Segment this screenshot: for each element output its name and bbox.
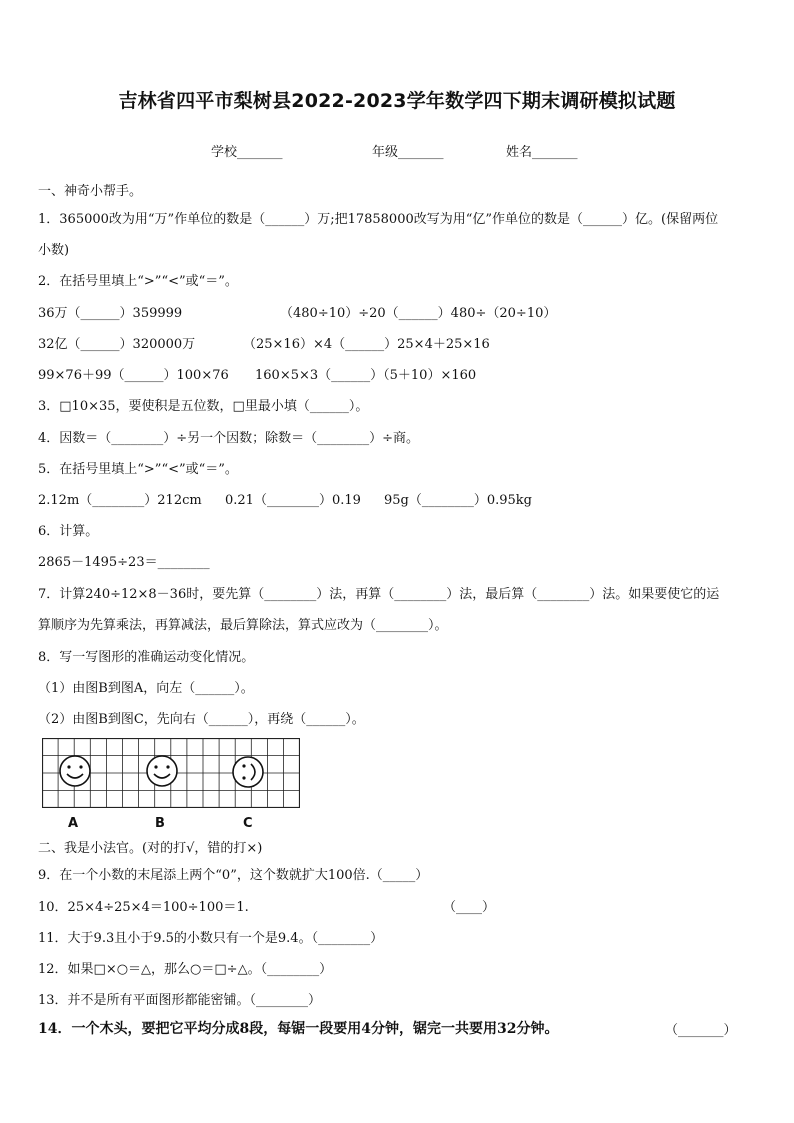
school-field: 学校_______ [211,145,283,160]
question-2-row-1-right: （480÷10）÷20（______）480÷（20÷10） [280,306,557,321]
question-5: 5．在括号里填上“>”“<”或“＝”。 [38,462,238,477]
smiley-face-b-icon [147,756,177,786]
question-2-row-2-left: 32亿（______）320000万 [38,337,196,352]
question-13: 13．并不是所有平面图形都能密铺。（________） [38,993,322,1008]
question-2-row-3-right: 160×5×3（______）（5＋10）×160 [255,368,477,383]
question-6: 6．计算。 [38,524,99,539]
page-title: 吉林省四平市梨树县2022-2023学年数学四下期末调研模拟试题 [118,90,676,112]
figure-label-c: C [243,816,253,831]
grid-figure [42,738,300,808]
question-5-item-c: 95g（________）0.95kg [384,493,533,508]
smiley-face-c-rotated-icon [233,757,263,787]
grade-field: 年级_______ [372,145,444,160]
name-field: 姓名_______ [506,145,578,160]
question-11: 11．大于9.3且小于9.5的小数只有一个是9.4。（________） [38,931,384,946]
question-8: 8．写一写图形的准确运动变化情况。 [38,650,255,665]
figure-label-b: B [155,816,165,831]
question-10: 10．25×4÷25×4＝100÷100＝1. [38,900,249,915]
smiley-face-a-icon [60,756,90,786]
question-7-line-1: 7．计算240÷12×8－36时，要先算（________）法，再算（________）法，最后算（________）法。如果要使它的运 [38,587,720,602]
figure-label-a: A [68,816,79,831]
question-1-line-1: 1．365000改为用“万”作单位的数是（______）万;把17858000改写为用“亿”作单位的数是（______）亿。(保留两位 [38,212,719,227]
question-4: 4．因数＝（________）÷另一个因数；除数＝（________）÷商。 [38,431,420,446]
question-6-expression: 2865－1495÷23＝________ [38,555,210,570]
question-1-line-2: 小数) [38,243,70,258]
question-8-part-1: （1）由图B到图A，向左（______）。 [38,681,254,696]
question-14: 14．一个木头，要把它平均分成8段，每锯一段要用4分钟，锯完一共要用32分钟。 [38,1021,559,1037]
question-2: 2．在括号里填上“>”“<”或“＝”。 [38,274,238,289]
question-3: 3．□10×35，要使积是五位数，□里最小填（______）。 [38,399,369,414]
question-5-item-a: 2.12m（________）212cm [38,493,202,508]
question-2-row-3-left: 99×76＋99（______）100×76 [38,368,229,383]
question-2-row-2-right: （25×16）×4（______）25×4＋25×16 [243,337,490,352]
question-9: 9．在一个小数的末尾添上两个“0”，这个数就扩大100倍.（_____） [38,868,429,883]
question-12: 12．如果□×○＝△，那么○＝□÷△。（________） [38,962,333,977]
question-8-part-2: （2）由图B到图C，先向右（______），再绕（______）。 [38,712,365,727]
question-2-row-1-left: 36万（______）359999 [38,306,183,321]
question-5-item-b: 0.21（________）0.19 [225,493,361,508]
question-14-blank: （_______） [665,1023,737,1038]
section-1-heading: 一、神奇小帮手。 [38,184,143,199]
question-10-blank: （____） [443,900,496,915]
question-7-line-2: 算顺序为先算乘法，再算减法，最后算除法，算式应改为（________）。 [38,618,448,633]
section-2-heading: 二、我是小法官。(对的打√，错的打×) [38,841,263,856]
